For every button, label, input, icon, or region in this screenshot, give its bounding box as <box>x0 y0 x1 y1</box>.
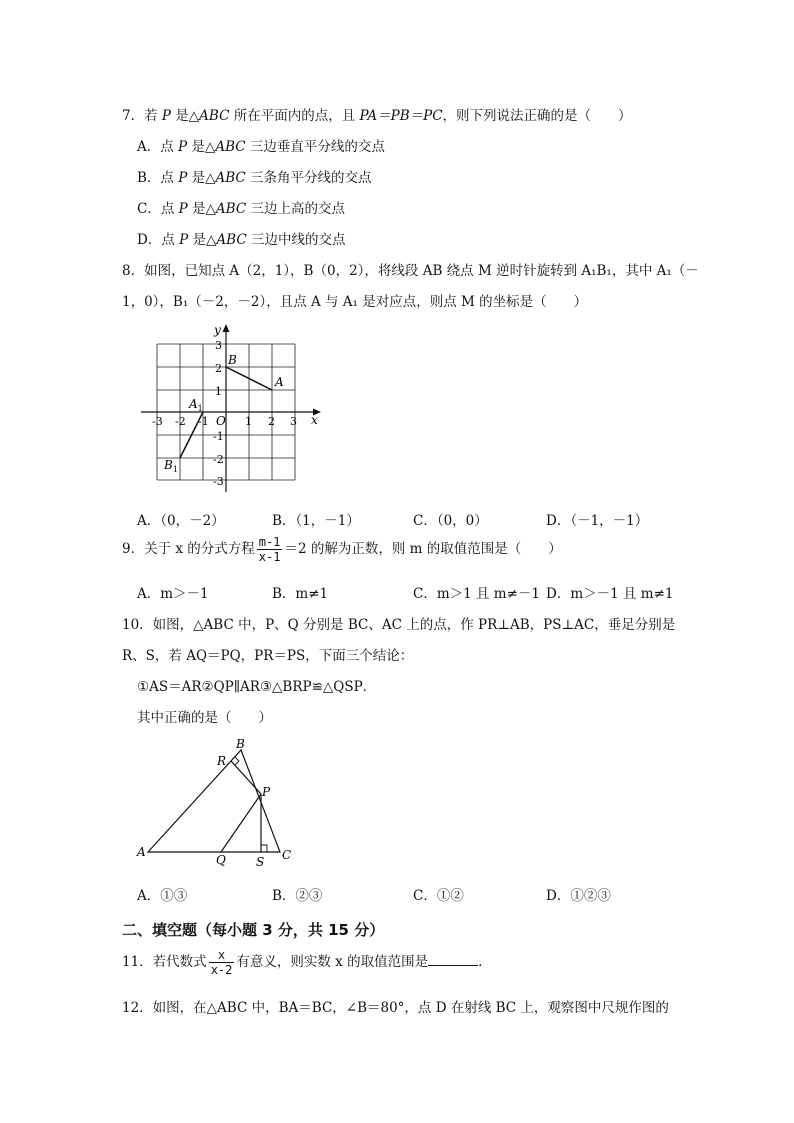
q9-option-c: C．m＞1 且 m≠－1 <box>413 586 541 602</box>
x-tick: 1 <box>245 415 252 428</box>
y-axis-arrow <box>223 324 230 332</box>
q8-option-d: D．（－1，－1） <box>546 513 649 529</box>
right-angle-mark-r <box>235 757 239 765</box>
segment-pq <box>221 794 261 852</box>
q10-option-b: B．②③ <box>272 888 323 904</box>
label-p: P <box>262 785 271 799</box>
x-tick: 2 <box>268 415 275 428</box>
q10-stem-line1: 10．如图，△ABC 中，P、Q 分别是 BC、AC 上的点，作 PR⊥AB，PS⊥AC，垂足分别是 <box>122 617 676 633</box>
q10-prompt: 其中正确的是（ ） <box>137 710 272 726</box>
label-r: R <box>217 754 227 768</box>
q10-option-a: A．①③ <box>137 888 188 904</box>
origin-label: O <box>216 414 226 428</box>
q9-fraction: $\frac{m-1}{x-1}$ <box>258 535 281 564</box>
label-b: B <box>236 737 245 751</box>
right-angle-mark-s <box>261 845 267 852</box>
q9-option-d: D．m＞－1 且 m≠1 <box>546 586 674 602</box>
triangle-abc <box>148 750 280 852</box>
x-tick: -3 <box>152 415 163 428</box>
x-axis-label: x <box>311 413 318 427</box>
q10-triangle-figure <box>130 733 300 869</box>
point-b1-label: $B_1$ <box>164 458 178 474</box>
segment-pr <box>231 761 261 794</box>
y-tick: -2 <box>213 453 224 466</box>
q10-option-d: D．①②③ <box>546 888 611 904</box>
q9-stem: 9．关于 x 的分式方程 $\frac{m-1}{x-1}$ ＝2 的解为正数，则 m 的取值范围是（ ） <box>122 535 562 564</box>
y-axis-label: y <box>214 323 221 337</box>
answer-blank[interactable] <box>428 953 478 966</box>
q10-conclusions: ①AS＝AR②QP∥AR③△BRP≌△QSP． <box>137 679 377 695</box>
q10-option-c: C．①② <box>413 888 464 904</box>
q7-option-c: C．点 P 是△ABC 三边上高的交点 <box>137 201 345 217</box>
point-a1-label: $A_1$ <box>189 397 203 413</box>
y-tick: 1 <box>215 385 222 398</box>
y-tick: 3 <box>215 339 222 352</box>
x-tick: 3 <box>290 415 297 428</box>
label-s: S <box>256 855 265 869</box>
point-a-label: A <box>275 375 284 389</box>
q8-stem-line1: 8．如图，已知点 A（2，1），B（0，2），将线段 AB 绕点 M 逆时针旋转到 A₁B₁，其中 A₁（－ <box>122 263 699 279</box>
q9-option-a: A．m＞－1 <box>137 586 209 602</box>
q8-stem-line2: 1，0），B₁（－2，－2），且点 A 与 A₁ 是对应点，则点 M 的坐标是（ ） <box>122 294 588 310</box>
q9-option-b: B．m≠1 <box>272 586 329 602</box>
x-tick: -2 <box>175 415 186 428</box>
q8-option-a: A．（0，－2） <box>137 513 225 529</box>
y-tick: -1 <box>213 430 224 443</box>
y-tick: -3 <box>213 475 224 488</box>
q7-option-d: D．点 P 是△ABC 三边中线的交点 <box>137 232 346 248</box>
label-a: A <box>137 845 146 859</box>
q12-stem-line1: 12．如图，在△ABC 中，BA＝BC，∠B＝80°，点 D 在射线 BC 上，观察图中尺规作图的 <box>122 1000 669 1016</box>
q11-stem: 11．若代数式 $\frac{x}{x-2}$ 有意义，则实数 x 的取值范围是 ． <box>122 948 492 977</box>
y-tick: 2 <box>215 362 222 375</box>
q7-stem: 7．若 P 是△ABC 所在平面内的点，且 PA＝PB＝PC，则下列说法正确的是（ ） <box>122 108 632 124</box>
q7-option-a: A．点 P 是△ABC 三边垂直平分线的交点 <box>137 139 385 155</box>
q8-grid-figure <box>135 320 335 495</box>
q7-option-b: B．点 P 是△ABC 三条角平分线的交点 <box>137 170 372 186</box>
point-b-label: B <box>228 353 237 367</box>
x-tick: -1 <box>198 415 209 428</box>
label-q: Q <box>216 853 226 867</box>
q8-option-c: C．（0，0） <box>413 513 488 529</box>
label-c: C <box>282 848 292 862</box>
q8-option-b: B．（1，－1） <box>272 513 360 529</box>
section-title: 二、填空题（每小题 3 分，共 15 分） <box>122 921 385 939</box>
q11-fraction: $\frac{x}{x-2}$ <box>210 948 233 977</box>
q10-stem-line2: R、S，若 AQ＝PQ，PR＝PS，下面三个结论： <box>122 648 414 664</box>
